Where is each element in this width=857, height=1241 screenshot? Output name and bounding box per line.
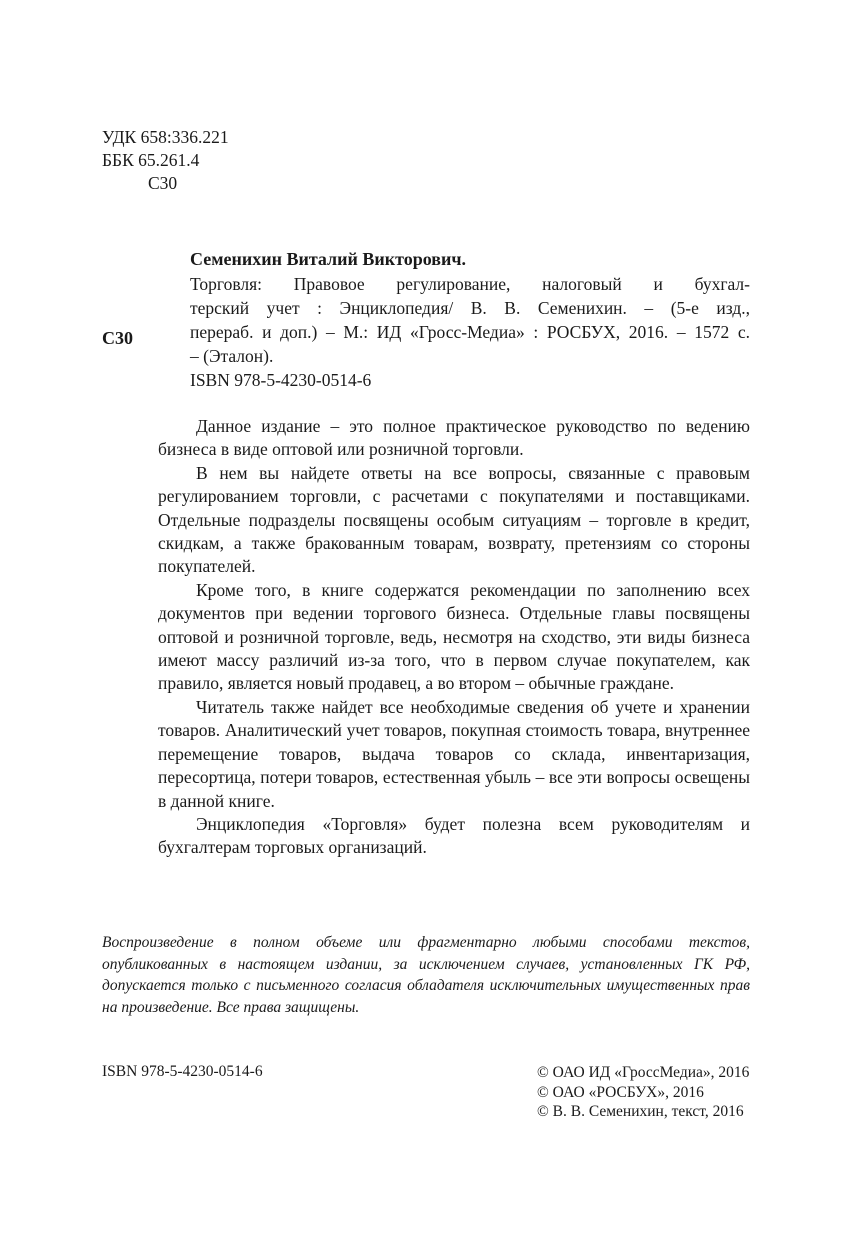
annotation-paragraph: Данное издание – это полное практическое руководство по ведению бизнеса в виде оптовой или розничной торговли. <box>158 416 750 460</box>
udk-code: УДК 658:336.221 <box>102 127 229 147</box>
annotation <box>158 415 750 860</box>
rights-notice: Воспроизведение в полном объеме или фрагментарно любыми способами текстов, опубликованных в настоящем издании, за исключением случаев, установленных ГК РФ, допускается только с письменного согласия обладателя исключительных имущественных прав на произведение. Все права защищены. <box>102 934 750 1016</box>
copyright-line: © ОАО «РОСБУХ», 2016 <box>537 1083 704 1101</box>
author-mark: С30 <box>148 173 178 193</box>
copyright-line: © В. В. Семенихин, текст, 2016 <box>537 1103 744 1120</box>
copyright-line: © ОАО ИД «ГроссМедиа», 2016 <box>537 1064 750 1081</box>
bibliographic-record <box>190 247 750 392</box>
classification-block <box>102 126 229 195</box>
copyright-block <box>537 1063 749 1122</box>
description-line: – (Эталон). <box>190 346 274 366</box>
author-sign: С30 <box>102 328 133 348</box>
description-line: перераб. и доп.) – М.: ИД «Гросс-Медиа» : РОСБУХ, 2016. – 1572 с. <box>190 322 750 342</box>
annotation-paragraph: Кроме того, в книге содержатся рекомендации по заполнению всех документов при ведении торгового бизнеса. Отдельные главы посвящены оптовой и розничной торговле, ведь, несмотря на сходство, эти виды бизнеса имеют массу различий из-за того, что в первом случае покупателем, как правило, является новый продавец, а во втором – обычные граждане. <box>158 579 750 694</box>
bbk-code: ББК 65.261.4 <box>102 150 200 170</box>
annotation-paragraph: В нем вы найдете ответы на все вопросы, связанные с правовым регулированием торговли, с расчетами с покупателями и поставщиками. Отдельные подразделы посвящены особым ситуациям – торговле в кредит, скидкам, а также бракованным товарам, возврату, претензиям со стороны покупателей. <box>158 462 750 577</box>
isbn: ISBN 978-5-4230-0514-6 <box>190 370 372 390</box>
annotation-paragraph: Энциклопедия «Торговля» будет полезна всем руководителям и бухгалтерам торговых организаций. <box>158 813 750 858</box>
author-name: Семенихин Виталий Викторович. <box>190 249 467 269</box>
footer-isbn: ISBN 978-5-4230-0514-6 <box>102 1063 263 1080</box>
annotation-paragraph: Читатель также найдет все необходимые сведения об учете и хранении товаров. Аналитический учет товаров, покупная стоимость товара, внутреннее перемещение товаров, выдача товаров со склада, инвентаризация, пересортица, потери товаров, естественная убыль – все эти вопросы освещены в данной книге. <box>158 696 750 811</box>
description-line: Торговля: Правовое регулирование, налоговый и бухгал- <box>190 274 750 294</box>
description-line: терский учет : Энциклопедия/ В. В. Семенихин. – (5-е изд., <box>190 298 750 318</box>
